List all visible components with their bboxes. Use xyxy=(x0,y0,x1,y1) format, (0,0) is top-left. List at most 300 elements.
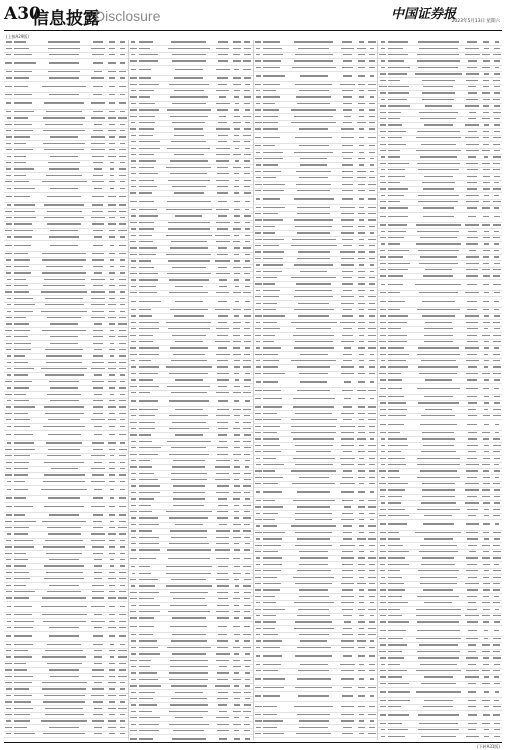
text-line xyxy=(168,611,210,612)
table-cell xyxy=(4,394,13,397)
text-line xyxy=(263,419,280,420)
table-cell xyxy=(4,381,13,384)
text-line xyxy=(119,317,125,318)
table-cell xyxy=(367,413,378,416)
table-cell xyxy=(289,551,339,554)
table-cell xyxy=(117,565,128,568)
table-cell xyxy=(39,695,89,698)
text-line xyxy=(255,390,262,391)
text-line xyxy=(168,222,210,223)
table-cell xyxy=(289,525,339,528)
table-cell xyxy=(4,298,13,301)
text-line xyxy=(233,122,241,123)
text-line xyxy=(358,328,365,329)
text-line xyxy=(343,245,352,246)
text-line xyxy=(131,711,135,712)
table-cell xyxy=(4,663,13,666)
text-line xyxy=(255,720,262,721)
text-line xyxy=(292,239,336,240)
text-line xyxy=(342,695,353,696)
text-line xyxy=(119,149,127,150)
text-line xyxy=(483,80,489,81)
table-cell xyxy=(289,506,339,509)
text-line xyxy=(215,479,230,480)
text-line xyxy=(45,298,83,299)
table-cell xyxy=(254,373,263,376)
text-line xyxy=(256,381,261,382)
text-line xyxy=(291,122,335,123)
table-cell xyxy=(164,698,214,701)
table-cell xyxy=(242,48,253,51)
table-cell xyxy=(138,698,164,701)
text-line xyxy=(359,445,364,446)
table-cell xyxy=(13,330,39,333)
text-line xyxy=(244,192,251,193)
text-line xyxy=(169,454,210,455)
text-line xyxy=(234,209,240,210)
table-cell xyxy=(13,514,39,517)
text-line xyxy=(119,245,126,246)
table-cell xyxy=(231,360,242,363)
table-cell xyxy=(289,398,339,401)
table-cell xyxy=(117,489,128,492)
text-line xyxy=(139,517,159,518)
text-line xyxy=(119,406,125,407)
text-line xyxy=(168,228,210,229)
text-line xyxy=(119,196,125,197)
table-cell xyxy=(39,211,89,214)
text-line xyxy=(174,77,203,78)
table-cell xyxy=(356,84,367,87)
text-line xyxy=(49,559,79,560)
table-cell xyxy=(214,711,232,714)
text-line xyxy=(299,589,327,590)
text-line xyxy=(340,545,355,546)
text-line xyxy=(295,687,332,688)
text-line xyxy=(14,442,34,443)
table-cell xyxy=(89,553,107,556)
text-line xyxy=(234,366,240,367)
table-cell xyxy=(138,228,164,231)
text-line xyxy=(217,409,229,410)
table-cell xyxy=(129,611,138,614)
table-cell xyxy=(356,602,367,605)
table-cell xyxy=(263,609,289,612)
text-line xyxy=(119,621,125,622)
table-cell xyxy=(254,96,263,99)
table-cell xyxy=(367,477,378,480)
text-line xyxy=(170,626,207,627)
table-row xyxy=(129,66,253,76)
table-cell xyxy=(129,617,138,620)
table-cell xyxy=(138,517,164,520)
table-cell xyxy=(242,485,253,488)
text-line xyxy=(120,143,124,144)
text-line xyxy=(6,572,12,573)
text-line xyxy=(6,733,11,734)
table-cell xyxy=(263,640,289,643)
text-line xyxy=(48,434,81,435)
table-cell xyxy=(289,347,339,350)
table-cell xyxy=(242,422,253,425)
table-cell xyxy=(231,738,242,740)
table-cell xyxy=(214,611,232,614)
text-line xyxy=(263,464,283,465)
text-line xyxy=(119,355,126,356)
text-line xyxy=(171,685,208,686)
text-line xyxy=(298,695,329,696)
table-cell xyxy=(289,390,339,393)
text-line xyxy=(368,84,376,85)
text-line xyxy=(263,360,278,361)
text-line xyxy=(256,322,260,323)
table-cell xyxy=(263,470,289,473)
table-cell xyxy=(13,54,39,57)
table-cell xyxy=(117,497,128,500)
text-line xyxy=(42,253,87,254)
continued-from-label: (上接A29版) xyxy=(6,34,29,39)
table-cell xyxy=(214,485,232,488)
table-cell xyxy=(339,438,357,441)
text-line xyxy=(263,116,278,117)
text-line xyxy=(358,557,365,558)
text-line xyxy=(291,277,336,278)
table-cell xyxy=(107,374,118,377)
text-line xyxy=(130,717,137,718)
text-line xyxy=(131,54,135,55)
text-line xyxy=(256,347,261,348)
text-line xyxy=(255,41,261,42)
text-line xyxy=(14,514,25,515)
table-cell xyxy=(164,135,214,138)
text-line xyxy=(294,60,332,61)
text-line xyxy=(109,77,115,78)
table-cell xyxy=(289,583,339,586)
text-line xyxy=(245,672,250,673)
table-cell xyxy=(4,669,13,672)
table-cell xyxy=(4,572,13,575)
text-line xyxy=(218,598,228,599)
table-cell xyxy=(129,247,138,250)
table-cell xyxy=(367,177,378,180)
table-cell xyxy=(117,71,128,74)
table-cell xyxy=(242,558,253,561)
text-line xyxy=(358,506,365,507)
table-cell xyxy=(13,41,39,44)
table-cell xyxy=(339,532,357,535)
table-cell xyxy=(242,292,253,295)
text-line xyxy=(234,466,240,467)
table-cell xyxy=(413,105,463,108)
text-line xyxy=(422,92,455,93)
table-cell xyxy=(89,279,107,282)
table-cell xyxy=(263,177,289,180)
text-line xyxy=(50,230,78,231)
table-cell xyxy=(39,455,89,458)
text-line xyxy=(244,660,251,661)
text-line xyxy=(120,546,124,547)
text-line xyxy=(131,341,135,342)
table-cell xyxy=(117,181,128,184)
text-line xyxy=(368,137,375,138)
text-line xyxy=(255,60,260,61)
text-line xyxy=(5,86,12,87)
text-line xyxy=(93,285,104,286)
table-cell xyxy=(356,219,367,222)
table-cell xyxy=(39,162,89,165)
table-cell xyxy=(214,116,232,119)
table-cell xyxy=(339,84,357,87)
table-cell xyxy=(263,655,289,658)
text-line xyxy=(49,627,79,628)
text-line xyxy=(216,492,229,493)
table-cell xyxy=(263,290,289,293)
text-line xyxy=(342,190,352,191)
text-line xyxy=(341,445,354,446)
table-cell xyxy=(107,695,118,698)
table-cell xyxy=(4,291,13,294)
table-cell xyxy=(129,228,138,231)
text-line xyxy=(46,355,82,356)
table-cell xyxy=(356,714,367,717)
table-cell xyxy=(242,566,253,569)
text-line xyxy=(168,48,209,49)
text-line xyxy=(341,432,354,433)
text-line xyxy=(108,130,116,131)
table-row xyxy=(4,99,128,109)
table-cell xyxy=(39,521,89,524)
text-line xyxy=(234,360,240,361)
table-cell xyxy=(289,602,339,605)
table-cell xyxy=(13,149,39,152)
table-cell xyxy=(89,727,107,730)
table-cell xyxy=(231,679,242,682)
table-cell xyxy=(4,708,13,711)
text-line xyxy=(118,656,126,657)
text-line xyxy=(255,483,261,484)
text-line xyxy=(263,655,281,656)
text-line xyxy=(7,442,11,443)
text-line xyxy=(388,99,407,100)
table-cell xyxy=(89,323,107,326)
table-cell xyxy=(356,171,367,174)
table-cell xyxy=(339,551,357,554)
table-cell xyxy=(242,473,253,476)
text-line xyxy=(110,559,115,560)
table-cell xyxy=(339,445,357,448)
text-line xyxy=(341,670,355,671)
text-line xyxy=(256,90,261,91)
table-cell xyxy=(129,672,138,675)
text-line xyxy=(263,264,282,265)
text-line xyxy=(255,589,260,590)
text-line xyxy=(120,701,125,702)
table-cell xyxy=(214,135,232,138)
table-cell xyxy=(263,315,289,318)
text-line xyxy=(14,578,31,579)
text-line xyxy=(296,451,331,452)
table-cell xyxy=(138,60,164,63)
table-cell xyxy=(129,517,138,520)
table-cell xyxy=(367,96,378,99)
text-line xyxy=(173,598,206,599)
table-cell xyxy=(289,226,339,229)
text-line xyxy=(109,572,116,573)
text-line xyxy=(131,692,135,693)
text-line xyxy=(94,124,102,125)
text-line xyxy=(110,489,114,490)
table-cell xyxy=(263,406,289,409)
table-cell xyxy=(164,537,214,540)
table-cell xyxy=(164,90,214,93)
text-line xyxy=(342,513,353,514)
table-cell xyxy=(289,538,339,541)
text-line xyxy=(369,477,375,478)
text-line xyxy=(5,682,12,683)
text-line xyxy=(243,69,251,70)
table-cell xyxy=(138,328,164,331)
table-cell xyxy=(117,230,128,233)
table-cell xyxy=(289,445,339,448)
text-line xyxy=(131,379,136,380)
table-cell xyxy=(39,682,89,685)
text-line xyxy=(342,41,352,42)
table-cell xyxy=(339,706,357,709)
table-cell xyxy=(367,226,378,229)
text-line xyxy=(169,517,208,518)
table-cell xyxy=(263,145,289,148)
text-line xyxy=(218,315,228,316)
table-cell xyxy=(367,432,378,435)
text-line xyxy=(14,86,28,87)
table-cell xyxy=(339,122,357,125)
text-line xyxy=(370,232,374,233)
table-cell xyxy=(39,149,89,152)
table-cell xyxy=(254,483,263,486)
table-cell xyxy=(214,640,232,643)
table-cell xyxy=(129,466,138,469)
text-line xyxy=(131,672,137,673)
text-line xyxy=(50,400,79,401)
text-line xyxy=(234,222,240,223)
text-line xyxy=(263,506,282,507)
table-cell xyxy=(214,148,232,151)
table-cell xyxy=(138,679,164,682)
text-line xyxy=(42,86,86,87)
text-line xyxy=(110,644,115,645)
table-cell xyxy=(117,533,128,536)
text-line xyxy=(46,442,81,443)
table-cell xyxy=(107,540,118,543)
table-cell xyxy=(89,162,107,165)
text-line xyxy=(93,62,104,63)
table-cell xyxy=(89,285,107,288)
table-cell xyxy=(289,483,339,486)
table-cell xyxy=(129,128,138,131)
table-cell xyxy=(214,341,232,344)
table-cell xyxy=(356,184,367,187)
table-cell xyxy=(107,474,118,477)
text-line xyxy=(131,69,136,70)
text-line xyxy=(139,60,159,61)
text-line xyxy=(219,279,227,280)
table-cell xyxy=(214,122,232,125)
table-cell xyxy=(117,676,128,679)
text-line xyxy=(359,664,363,665)
text-line xyxy=(295,519,332,520)
text-line xyxy=(94,708,102,709)
text-line xyxy=(244,415,250,416)
table-cell xyxy=(164,341,214,344)
text-line xyxy=(343,628,352,629)
table-cell xyxy=(356,296,367,299)
text-line xyxy=(14,474,28,475)
text-line xyxy=(109,230,115,231)
text-line xyxy=(369,655,376,656)
table-cell xyxy=(231,611,242,614)
table-cell xyxy=(13,614,39,617)
table-cell xyxy=(138,558,164,561)
table-cell xyxy=(388,60,414,63)
table-row xyxy=(254,395,378,405)
table-cell xyxy=(129,573,138,576)
text-line xyxy=(244,186,250,187)
table-cell xyxy=(138,128,164,131)
table-cell xyxy=(164,247,214,250)
table-cell xyxy=(263,628,289,631)
table-cell xyxy=(89,455,107,458)
text-line xyxy=(14,181,29,182)
table-cell xyxy=(214,511,232,514)
table-cell xyxy=(164,617,214,620)
text-line xyxy=(234,447,240,448)
text-line xyxy=(484,73,489,74)
table-cell xyxy=(289,258,339,261)
text-line xyxy=(120,565,125,566)
text-line xyxy=(256,602,260,603)
text-line xyxy=(263,470,275,471)
table-cell xyxy=(164,260,214,263)
text-line xyxy=(359,145,363,146)
table-cell xyxy=(89,597,107,600)
text-line xyxy=(170,704,208,705)
text-line xyxy=(109,143,114,144)
table-cell xyxy=(289,328,339,331)
table-cell xyxy=(254,67,263,70)
table-cell xyxy=(367,464,378,467)
text-line xyxy=(119,506,127,507)
table-cell xyxy=(13,468,39,471)
text-line xyxy=(263,164,278,165)
table-cell xyxy=(117,701,128,704)
text-line xyxy=(343,615,352,616)
text-line xyxy=(243,530,251,531)
text-line xyxy=(381,41,385,42)
table-cell xyxy=(89,136,107,139)
text-line xyxy=(172,103,206,104)
text-line xyxy=(92,211,103,212)
table-cell xyxy=(129,180,138,183)
text-line xyxy=(358,103,366,104)
text-line xyxy=(14,162,26,163)
text-line xyxy=(217,511,228,512)
table-cell xyxy=(242,209,253,212)
table-cell xyxy=(254,628,263,631)
table-cell xyxy=(39,223,89,226)
text-line xyxy=(244,328,250,329)
text-line xyxy=(139,180,155,181)
text-line xyxy=(369,483,374,484)
